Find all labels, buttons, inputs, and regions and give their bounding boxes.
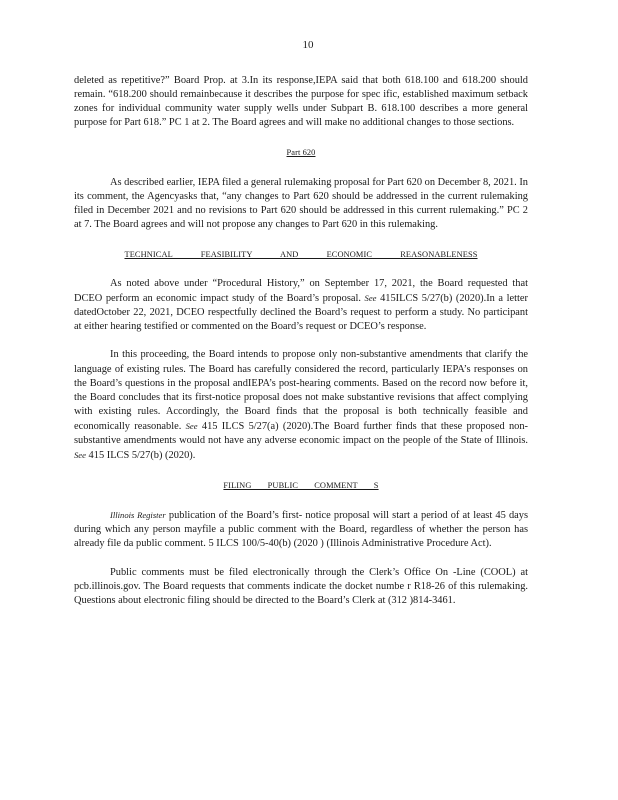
paragraph-section-618-response: deleted as repetitive?” Board Prop. at 3.In its response,IEPA said that both 618.100 and 618.200 should remain. “618.200 should remainbecause it describes the purpose for spec ific, established maximum setback zones for individual community water supply wells under Subpart B. 618.100 describes a more general purpose for Part 618.” PC 1 at 2. The Board agrees and will make no additional changes to those sections. bbox=[74, 75, 528, 129]
heading-technical-feasibility: TECHNICAL FEASIBILITY AND ECONOMIC REASONABLENESS bbox=[124, 249, 478, 259]
heading-part-620: Part 620 bbox=[286, 148, 316, 158]
paragraph-economic-impact-study bbox=[74, 277, 528, 334]
publication-title: Illinois Register bbox=[110, 510, 166, 521]
text-segment: 415ILCS 5/27(b) (2020).In a letter datedOctober 22, 2021, DCEO respectfully declined the Board’s request to perform a study. No participant at either hearing testified or commented on the Board’s request or DCEO’s response. bbox=[74, 293, 528, 333]
paragraph-part-620: As described earlier, IEPA filed a general rulemaking proposal for Part 620 on December 8, 2021. In its comment, the Agencyasks that, “any changes to Part 620 should be addressed in the current rulemaking filed in December 2021 and no revisions to Part 620 should be addressed in this current rulemaking.” PC 2 at 7. The Board agrees and will not propose any changes to Part 620 in this rulemaking. bbox=[74, 176, 528, 230]
paragraph-public-comments-filing: Public comments must be filed electronically through the Clerk’s Office On -Line (COOL) at pcb.illinois.gov. The Board requests that comments indicate the docket numbe r R18-26 of this rulemaking. Questions about electronic filing should be directed to the Board’s Clerk at (312 )814-3461. bbox=[74, 566, 528, 606]
text-segment: publication of the Board’s first- notice proposal will start a period of at least 45 days during which any person mayfile a public comment with the Board, regardless of whether the person has already file da public comment. 5 ILCS 100/5-40(b) (2020 ) (Illinois Administrative Procedure Act). bbox=[74, 510, 529, 550]
paragraph-illinois-register bbox=[74, 508, 528, 551]
text-segment: As noted above under “Procedural History,” on September 17, 2021, the Board requested that DCEO perform an economic impact study of the Board’s proposal. bbox=[74, 278, 528, 305]
citation-signal: See bbox=[74, 450, 86, 461]
citation-signal: See bbox=[185, 420, 198, 431]
text-segment: In this proceeding, the Board intends to propose only non-substantive amendments that clarify the language of existing rules. The Board has carefully considered the record, particularly IEPA’s responses on the Board’s questions in the proposal andIEPA’s post-hearing comments. Based on the record now before it, the Board concludes that its first-notice proposal does not make substantive revisions that affect complying with existing rules. Accordingly, the Board finds that the proposal is both technically feasible and economically reasonable. bbox=[74, 349, 528, 432]
text-segment: 415 ILCS 5/27(b) (2020). bbox=[88, 450, 196, 462]
citation-signal: See bbox=[364, 293, 377, 304]
page-number: 10 bbox=[302, 39, 314, 51]
heading-filing-public-comments: FILING PUBLIC COMMENT S bbox=[223, 481, 379, 491]
paragraph-board-findings bbox=[74, 348, 528, 463]
text-segment: 415 ILCS 5/27(a) (2020).The Board further finds that these proposed non-substantive amendments would not have any adverse economic impact on the people of the State of Illinois. bbox=[74, 420, 528, 446]
